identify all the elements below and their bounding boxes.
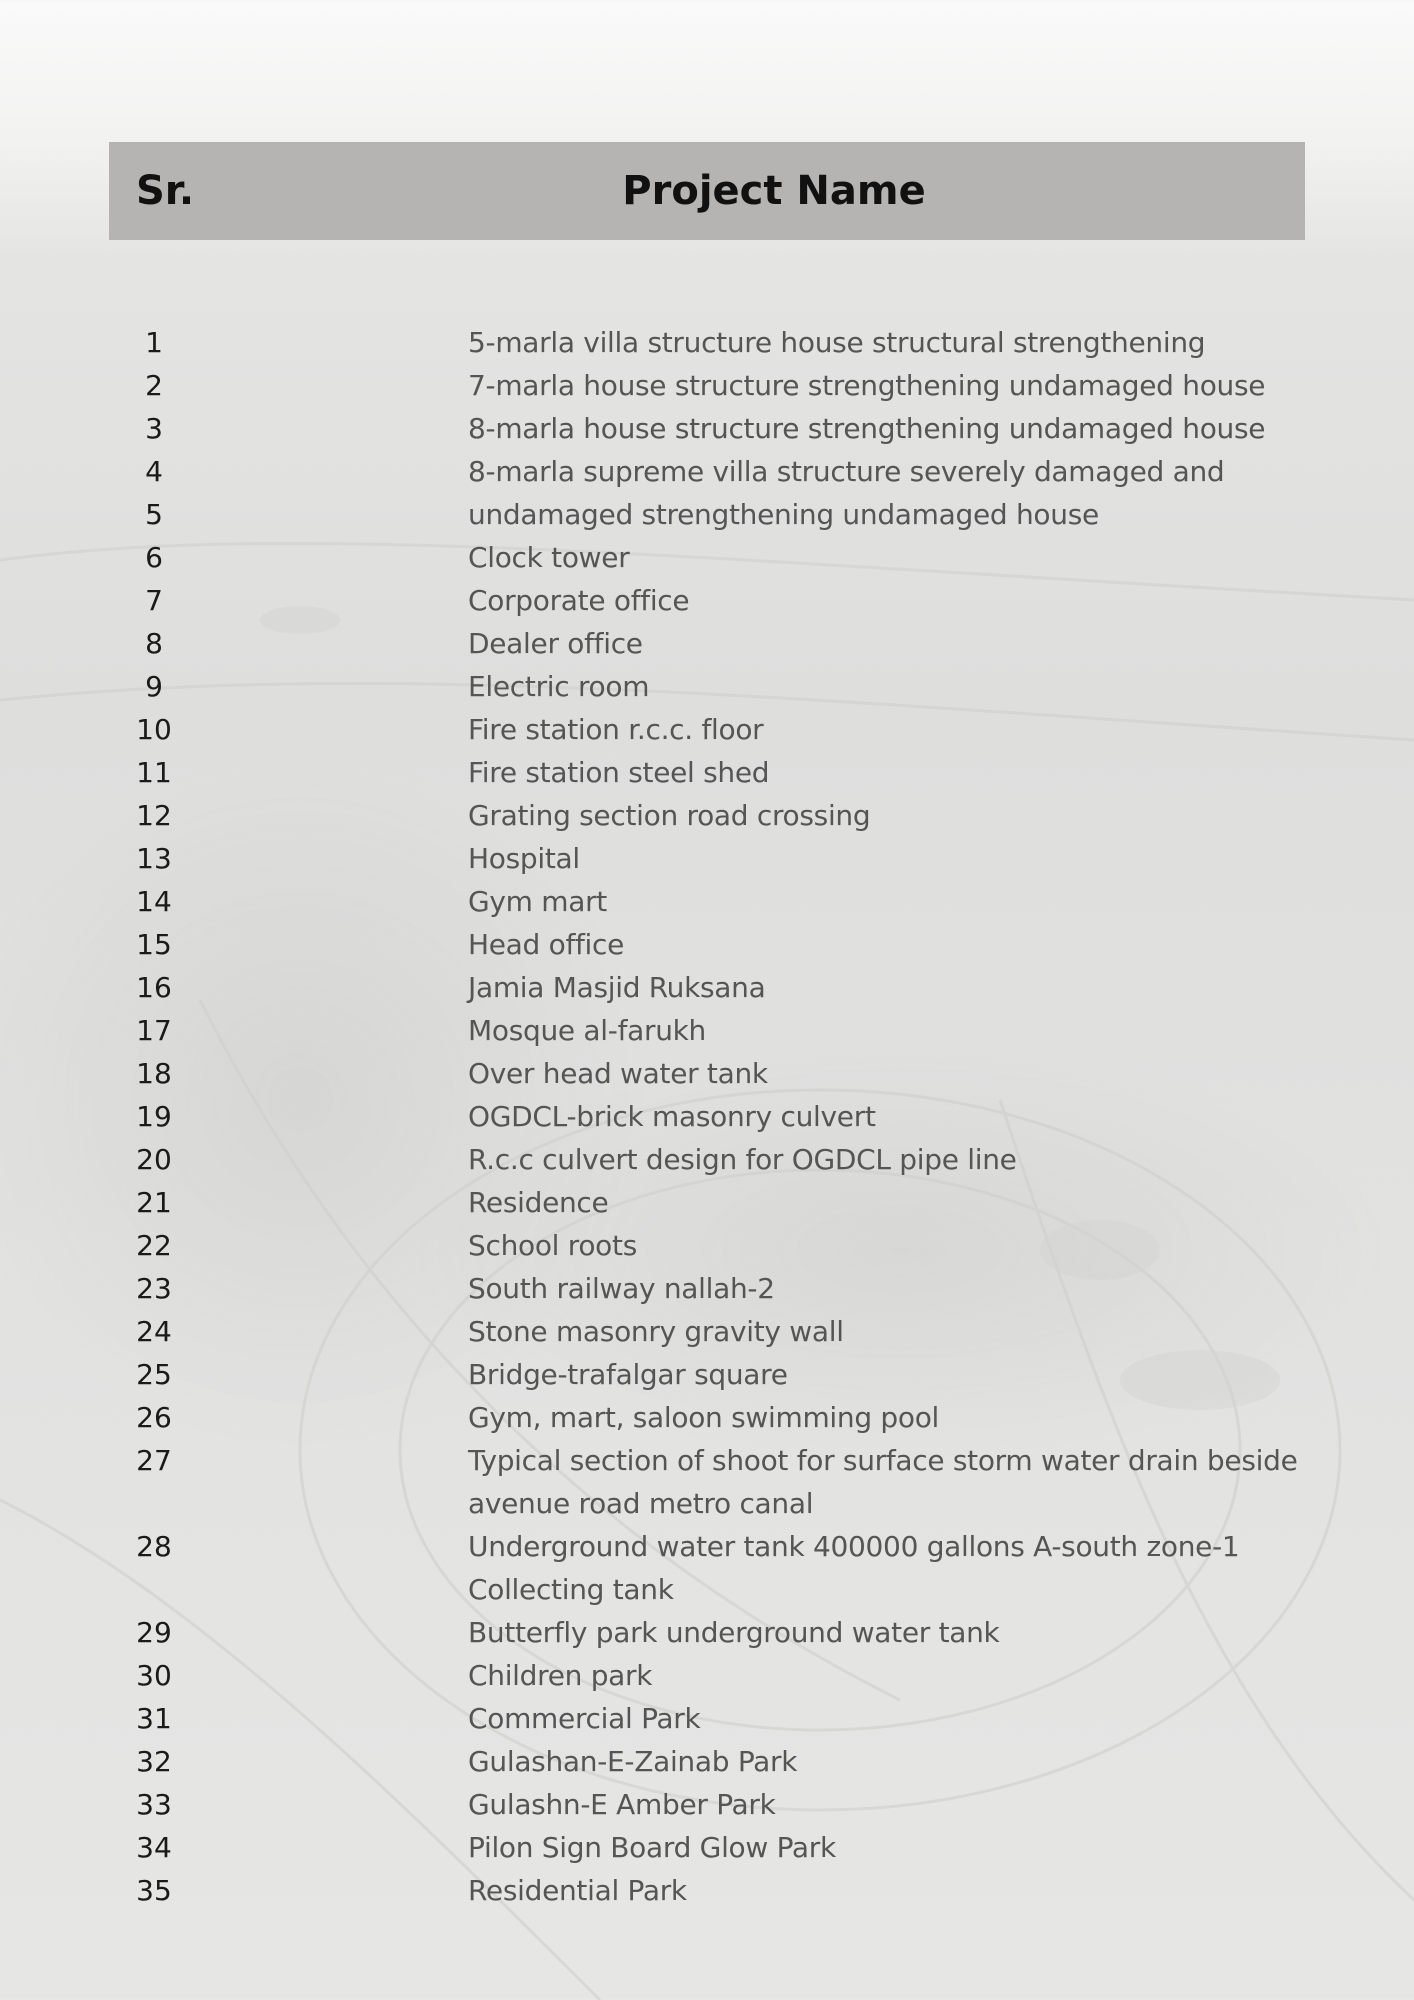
table-row (0, 708, 1414, 751)
table-row (0, 321, 1414, 364)
row-sr: 3 (145, 412, 163, 445)
row-project-name: Mosque al-farukh (468, 1014, 706, 1047)
row-sr: 10 (136, 713, 172, 746)
row-project-name: 5-marla villa structure house structural strengthening (468, 326, 1206, 359)
row-project-name: Gym mart (468, 885, 607, 918)
table-row (0, 1353, 1414, 1396)
row-project-name: Fire station r.c.c. floor (468, 713, 764, 746)
row-project-name: Grating section road crossing (468, 799, 871, 832)
row-project-name: Hospital (468, 842, 580, 875)
row-project-name: Head office (468, 928, 625, 961)
table-row (0, 1138, 1414, 1181)
table-row (0, 966, 1414, 1009)
table-row (0, 1740, 1414, 1783)
row-sr: 1 (145, 326, 163, 359)
row-sr: 7 (145, 584, 163, 617)
row-project-name: Jamia Masjid Ruksana (468, 971, 766, 1004)
row-project-name: Butterfly park underground water tank (468, 1616, 1000, 1649)
row-sr: 24 (136, 1315, 172, 1348)
row-sr: 29 (136, 1616, 172, 1649)
table-row (0, 536, 1414, 579)
row-sr: 4 (145, 455, 163, 488)
row-project-name: R.c.c culvert design for OGDCL pipe line (468, 1143, 1017, 1176)
row-project-name: Underground water tank 400000 gallons A-south zone-1 Collecting tank (468, 1530, 1240, 1606)
row-sr: 9 (145, 670, 163, 703)
table-row (0, 1310, 1414, 1353)
row-sr: 2 (145, 369, 163, 402)
row-sr: 12 (136, 799, 172, 832)
table-row (0, 1052, 1414, 1095)
row-sr: 19 (136, 1100, 172, 1133)
row-sr: 21 (136, 1186, 172, 1219)
table-row (0, 1697, 1414, 1740)
row-project-name: Typical section of shoot for surface storm water drain beside avenue road metro canal (468, 1444, 1298, 1520)
row-sr: 20 (136, 1143, 172, 1176)
row-sr: 23 (136, 1272, 172, 1305)
project-list (0, 321, 1414, 1912)
table-row (0, 1654, 1414, 1697)
table-row (0, 1009, 1414, 1052)
row-sr: 17 (136, 1014, 172, 1047)
row-project-name: Pilon Sign Board Glow Park (468, 1831, 836, 1864)
table-row (0, 579, 1414, 622)
table-row (0, 1826, 1414, 1869)
row-project-name: School roots (468, 1229, 637, 1262)
row-project-name: Gulashn-E Amber Park (468, 1788, 776, 1821)
row-project-name: Children park (468, 1659, 653, 1692)
row-sr: 13 (136, 842, 172, 875)
row-sr: 28 (136, 1530, 172, 1563)
header-sr: Sr. (136, 168, 195, 214)
row-project-name: Corporate office (468, 584, 690, 617)
table-row (0, 622, 1414, 665)
table-row (0, 1396, 1414, 1439)
table-row (0, 837, 1414, 880)
table-header (109, 142, 1305, 240)
table-row (0, 1525, 1414, 1611)
row-project-name: Gulashan-E-Zainab Park (468, 1745, 798, 1778)
row-project-name: South railway nallah-2 (468, 1272, 775, 1305)
table-row (0, 1095, 1414, 1138)
table-row (0, 1439, 1414, 1525)
row-project-name: Commercial Park (468, 1702, 701, 1735)
row-project-name: Dealer office (468, 627, 643, 660)
row-sr: 8 (145, 627, 163, 660)
table-row (0, 665, 1414, 708)
row-sr: 14 (136, 885, 172, 918)
table-row (0, 1224, 1414, 1267)
row-sr: 32 (136, 1745, 172, 1778)
row-project-name: OGDCL-brick masonry culvert (468, 1100, 876, 1133)
table-row (0, 493, 1414, 536)
row-project-name: Stone masonry gravity wall (468, 1315, 844, 1348)
row-sr: 27 (136, 1444, 172, 1477)
table-row (0, 1869, 1414, 1912)
row-sr: 31 (136, 1702, 172, 1735)
table-row (0, 923, 1414, 966)
row-project-name: Residential Park (468, 1874, 687, 1907)
row-sr: 25 (136, 1358, 172, 1391)
header-project-name: Project Name (622, 168, 926, 214)
table-row (0, 1611, 1414, 1654)
row-sr: 26 (136, 1401, 172, 1434)
row-sr: 5 (145, 498, 163, 531)
row-sr: 16 (136, 971, 172, 1004)
table-row (0, 880, 1414, 923)
table-row (0, 794, 1414, 837)
row-sr: 30 (136, 1659, 172, 1692)
row-project-name: Bridge-trafalgar square (468, 1358, 788, 1391)
row-project-name: undamaged strengthening undamaged house (468, 498, 1099, 531)
row-sr: 11 (136, 756, 172, 789)
row-sr: 33 (136, 1788, 172, 1821)
row-sr: 22 (136, 1229, 172, 1262)
table-row (0, 407, 1414, 450)
row-project-name: Fire station steel shed (468, 756, 770, 789)
table-row (0, 364, 1414, 407)
row-project-name: 8-marla supreme villa structure severely damaged and (468, 455, 1225, 488)
table-row (0, 1267, 1414, 1310)
table-row (0, 1783, 1414, 1826)
table-row (0, 450, 1414, 493)
row-project-name: Electric room (468, 670, 650, 703)
row-sr: 6 (145, 541, 163, 574)
row-sr: 18 (136, 1057, 172, 1090)
table-row (0, 751, 1414, 794)
row-project-name: 7-marla house structure strengthening undamaged house (468, 369, 1266, 402)
row-sr: 34 (136, 1831, 172, 1864)
row-sr: 35 (136, 1874, 172, 1907)
row-project-name: 8-marla house structure strengthening undamaged house (468, 412, 1266, 445)
row-sr: 15 (136, 928, 172, 961)
row-project-name: Gym, mart, saloon swimming pool (468, 1401, 940, 1434)
table-row (0, 1181, 1414, 1224)
row-project-name: Residence (468, 1186, 609, 1219)
row-project-name: Over head water tank (468, 1057, 768, 1090)
row-project-name: Clock tower (468, 541, 630, 574)
